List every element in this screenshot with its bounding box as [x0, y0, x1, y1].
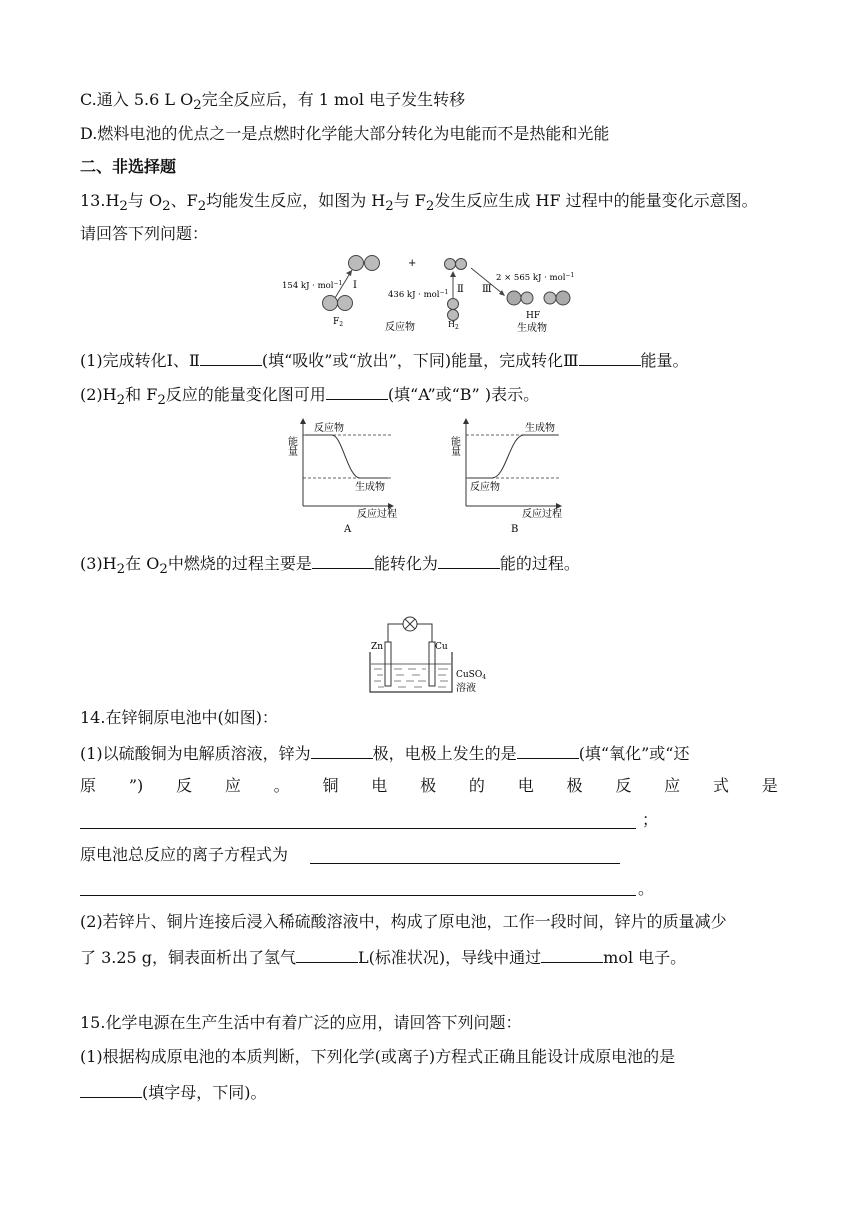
q14-part1: (1)以硫酸铜为电解质溶液，锌为 极，电极上发生的是 (填“氧化”或“还	[80, 744, 690, 763]
answer-line[interactable]	[80, 895, 636, 896]
q13-part1: (1)完成转化Ⅰ、Ⅱ (填“吸收”或“放出”，下同)能量，完成转化Ⅲ 能量。	[80, 351, 689, 370]
x-axis-label: 反应过程	[522, 509, 562, 520]
option-d	[80, 124, 609, 144]
section-heading: 二、非选择题	[80, 157, 177, 176]
e436-label: 436 kJ · mol$^{-1}$	[388, 289, 449, 300]
answer-blank[interactable]	[438, 552, 500, 569]
energy-diagram-figure	[280, 416, 580, 536]
option-c-text: 完全反应后，有 1 mol 电子发生转移	[201, 90, 466, 109]
reactant-label: 反应物	[470, 482, 500, 493]
diagram-b	[449, 418, 563, 535]
q13-part3: $(3)H_2$在 $O_2$中燃烧的过程主要是 能转化为 能的过程。	[80, 554, 580, 578]
plus-sign: +	[408, 258, 417, 269]
answer-blank[interactable]	[312, 552, 374, 569]
h2-label: $H_2$	[448, 320, 459, 331]
hf-label: HF	[526, 311, 541, 321]
roman-2-label: Ⅱ	[457, 284, 464, 295]
reactants-label: 反应物	[385, 322, 415, 333]
q14-part2-cont: 了 3.25 g，铜表面析出了氢气 L(标准状况)，导线中通过 mol 电子。	[80, 948, 687, 967]
q14-part2: (2)若锌片、铜片连接后浸入稀硫酸溶液中，构成了原电池，工作一段时间，锌片的质量减少	[80, 912, 727, 931]
x-axis-label: 反应过程	[357, 509, 397, 520]
y-axis-label: 能量	[285, 436, 297, 456]
answer-blank[interactable]	[296, 946, 358, 963]
answer-blank[interactable]	[326, 383, 388, 400]
semicolon: ；	[642, 810, 659, 829]
y-axis-label: 能量	[448, 436, 460, 456]
product-label: 生成物	[525, 423, 555, 434]
q15-part1-cont: (填字母，下同)。	[80, 1081, 267, 1103]
answer-line[interactable]	[80, 828, 636, 829]
q13-part2: $(2)H_2$和 $F_2$反应的能量变化图可用 (填“A”或“B” )表示。	[80, 385, 540, 409]
zn-label: Zn	[371, 642, 384, 652]
answer-blank[interactable]	[517, 742, 579, 759]
f2-label: $F_2$	[333, 317, 344, 328]
option-c-label: C.通入 5.6 L O	[80, 90, 194, 109]
e565-label: 2 × 565 kJ · mol$^{-1}$	[496, 272, 575, 283]
cu-label: Cu	[435, 642, 448, 652]
subscript: 2	[193, 98, 202, 114]
answer-blank[interactable]	[311, 742, 373, 759]
answer-blank[interactable]	[541, 946, 603, 963]
products-label: 生成物	[517, 323, 547, 334]
roman-1-label: Ⅰ	[353, 280, 357, 291]
q15-stem: 15.化学电源在生产生活中有着广泛的应用，请回答下列问题：	[80, 1013, 522, 1032]
answer-blank[interactable]	[80, 1081, 142, 1098]
q15-part1: (1)根据构成原电池的本质判断，下列化学(或离子)方程式正确且能设计成原电池的是	[80, 1047, 676, 1066]
q14-part1-cont: 原 ”) 反 应 。 铜 电 极 的 电 极 反 应 式 是	[80, 776, 778, 795]
option-d-text: D.燃料电池的优点之一是点燃时化学能大部分转化为电能而不是热能和光能	[80, 124, 610, 143]
q14-stem: 14.在锌铜原电池中(如图)：	[80, 708, 278, 727]
period: 。	[638, 879, 655, 898]
q13-stem-2: 请回答下列问题：	[80, 224, 209, 243]
q14-ionic-label: 原电池总反应的离子方程式为	[80, 845, 289, 864]
option-c	[80, 90, 465, 116]
answer-line[interactable]	[310, 863, 620, 864]
roman-3-label: Ⅲ	[482, 284, 492, 295]
diagram-a	[286, 418, 398, 535]
q13-stem: $13.H_2$与 $O_2$、$F_2$均能发生反应，如图为 $H_2$与 $F_2$发生反应生成 HF 过程中的能量变化示意图。	[80, 191, 758, 215]
answer-blank[interactable]	[200, 349, 262, 366]
energy-bond-figure	[275, 252, 585, 338]
galvanic-cell-figure	[368, 612, 488, 698]
solution-label-2: 溶液	[456, 683, 476, 694]
reactant-label: 反应物	[314, 423, 344, 434]
diagram-b-label: B	[511, 524, 519, 535]
solution-label: CuSO$_4$	[456, 670, 487, 681]
product-label: 生成物	[355, 482, 385, 493]
e154-label: 154 kJ · mol$^{-1}$	[282, 280, 343, 291]
diagram-a-label: A	[344, 524, 352, 535]
answer-blank[interactable]	[579, 349, 641, 366]
